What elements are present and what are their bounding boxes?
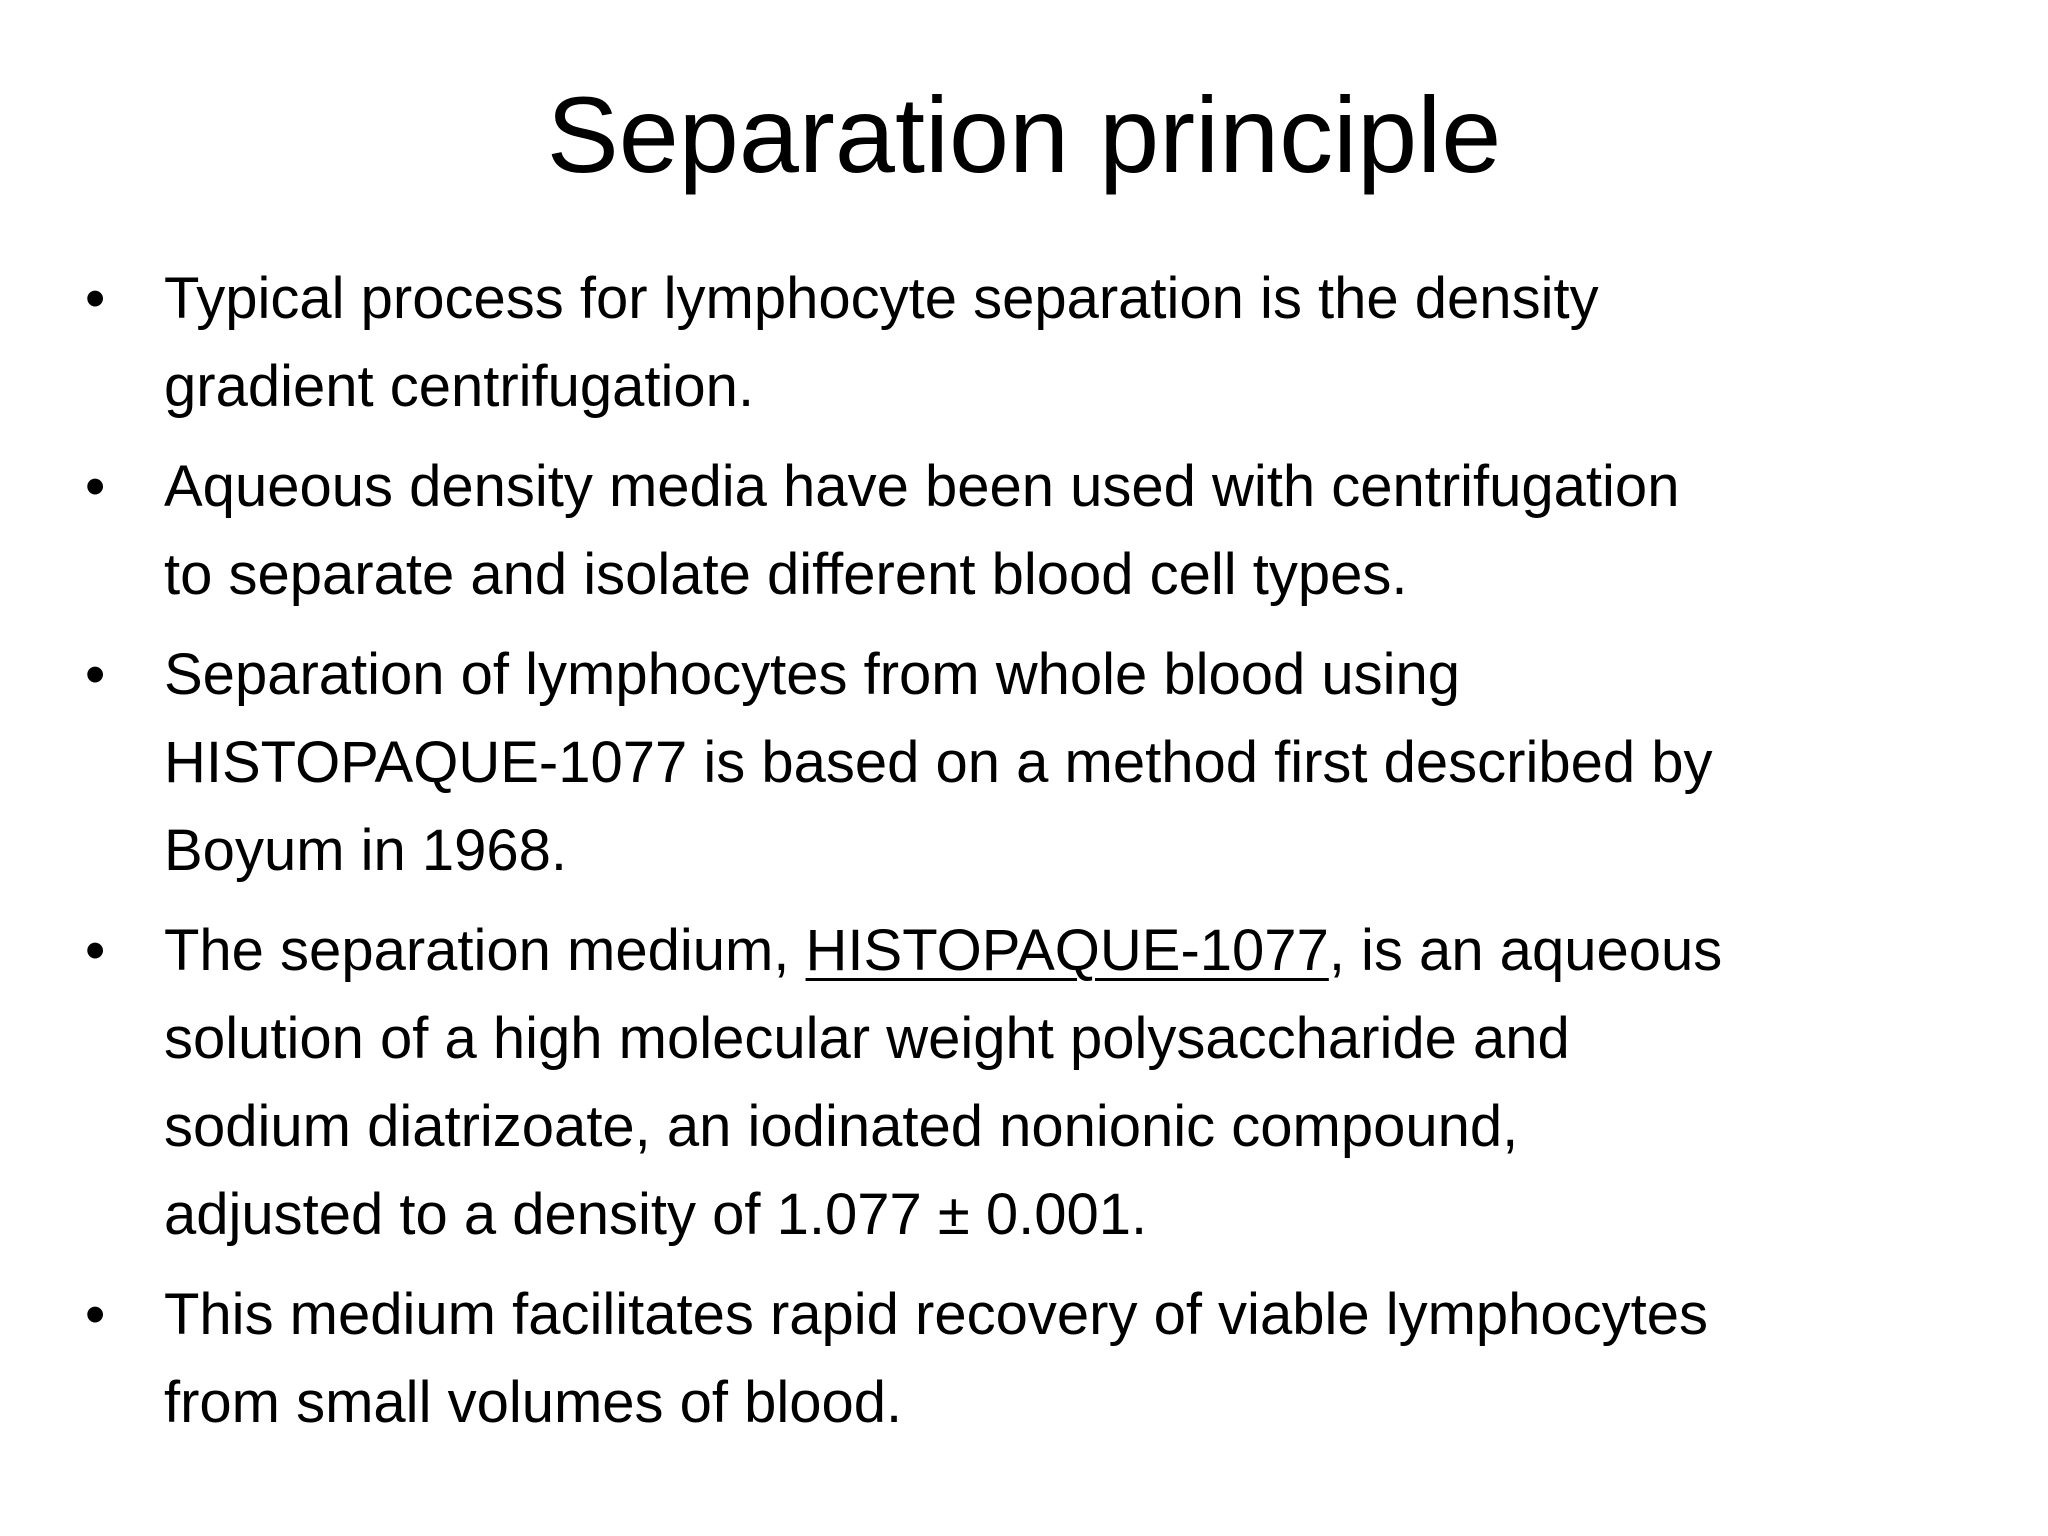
- slide-title: Separation principle: [546, 74, 1502, 195]
- bullet-1-line-2: gradient centrifugation.: [164, 354, 755, 419]
- bullet-1-line-1: Typical process for lymphocyte separation is the density: [164, 266, 1599, 331]
- bullet-icon: •: [85, 266, 106, 331]
- bullet-3-line-3: Boyum in 1968.: [164, 818, 568, 883]
- bullet-4-line-2: solution of a high molecular weight polysaccharide and: [164, 1006, 1570, 1071]
- bullet-icon: •: [85, 1282, 106, 1347]
- bullet-4-line-3: sodium diatrizoate, an iodinated nonionic compound,: [164, 1094, 1519, 1159]
- bullet-5-line-2: from small volumes of blood.: [164, 1370, 903, 1435]
- bullet-item-4: [85, 907, 1995, 1259]
- bullet-item-2: [85, 443, 1995, 619]
- histopaque-link[interactable]: HISTOPAQUE-1077: [805, 918, 1329, 983]
- bullet-4-line-1: [164, 907, 1995, 995]
- bullet-4-text-after: , is an aqueous: [1328, 918, 1723, 983]
- bullet-4-text-before: The separation medium,: [164, 918, 806, 983]
- bullet-2-line-1: Aqueous density media have been used with centrifugation: [164, 454, 1680, 519]
- bullet-icon: •: [85, 454, 106, 519]
- bullet-4-line-4: adjusted to a density of 1.077 ± 0.001.: [164, 1182, 1148, 1247]
- bullet-icon: •: [85, 918, 106, 983]
- bullet-5-line-1: This medium facilitates rapid recovery of viable lymphocytes: [164, 1282, 1709, 1347]
- bullet-3-line-1: Separation of lymphocytes from whole blood using: [164, 642, 1461, 707]
- bullet-3-line-2: HISTOPAQUE-1077 is based on a method first described by: [164, 730, 1713, 795]
- bullet-item-1: [85, 255, 1995, 431]
- bullet-list: [85, 255, 1995, 1459]
- bullet-item-5: [85, 1271, 1995, 1447]
- bullet-item-3: [85, 631, 1995, 895]
- bullet-icon: •: [85, 642, 106, 707]
- bullet-2-line-2: to separate and isolate different blood cell types.: [164, 542, 1408, 607]
